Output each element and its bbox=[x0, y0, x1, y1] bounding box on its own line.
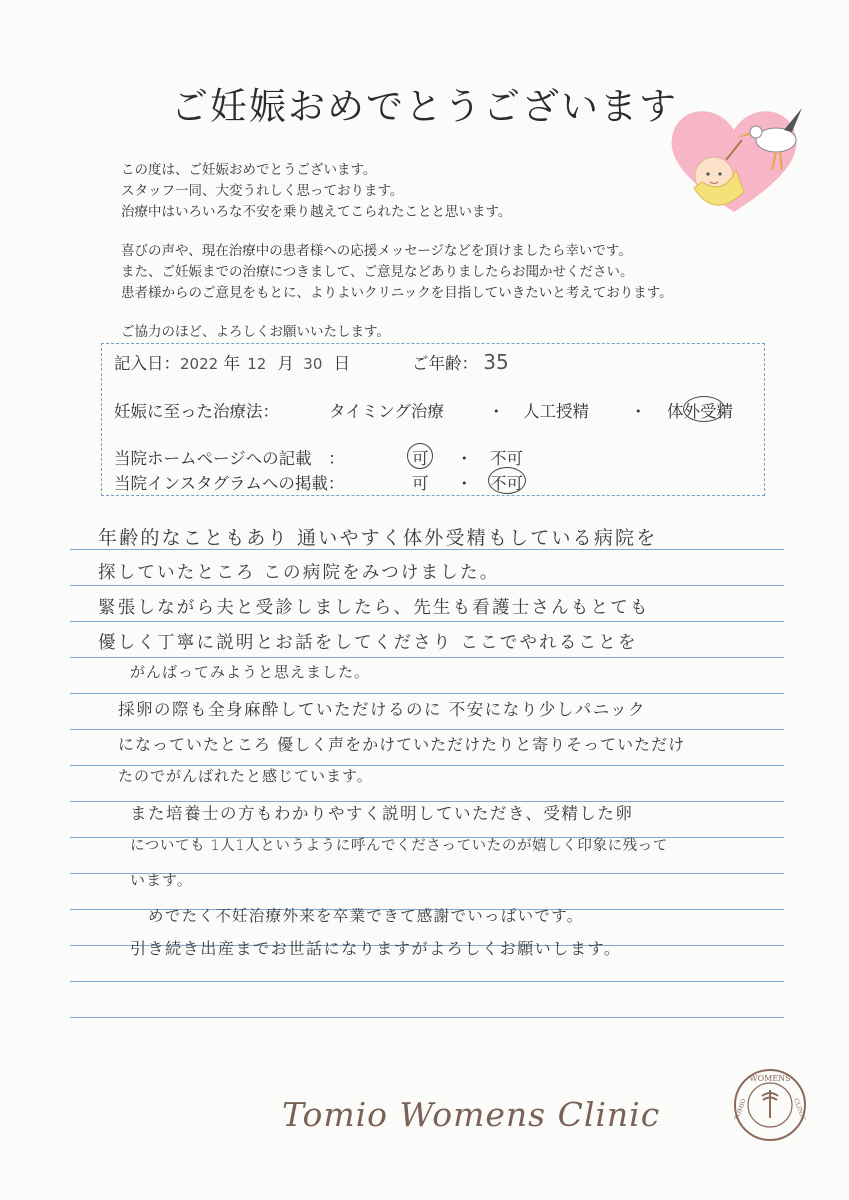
message-line: 緊張しながら夫と受診しましたら、先生も看護士さんもとても bbox=[98, 598, 650, 618]
message-line: 引き続き出産までお世話になりますがよろしくお願いします。 bbox=[130, 939, 622, 958]
ruled-line bbox=[70, 657, 784, 658]
message-line: 探していたところ この病院をみつけました。 bbox=[98, 563, 500, 583]
treatment-option-timing[interactable]: タイミング治療 bbox=[329, 402, 444, 421]
instagram-consent-label: 当院インスタグラムへの掲載： bbox=[114, 474, 345, 493]
message-line: 採卵の際も全身麻酔していただけるのに 不安になり少しパニック bbox=[118, 700, 647, 719]
treatment-option-iui[interactable]: 人工授精 bbox=[523, 402, 589, 421]
intro-line: 患者様からのご意見をもとに、よりよいクリニックを目指していきたいと考えております。 bbox=[121, 285, 673, 301]
separator: ・ bbox=[630, 402, 647, 421]
homepage-consent-label: 当院ホームページへの記載 ： bbox=[114, 449, 345, 468]
date-day-value[interactable]: 30 bbox=[303, 355, 323, 373]
day-unit: 日 bbox=[333, 354, 351, 373]
age-value[interactable]: 35 bbox=[483, 350, 509, 374]
intro-line: この度は、ご妊娠おめでとうございます。 bbox=[121, 162, 377, 178]
seal-text-left: TOMIO bbox=[733, 1097, 748, 1122]
date-label: 記入日： bbox=[114, 354, 180, 373]
seal-text-right: CLINIC bbox=[792, 1097, 807, 1122]
month-unit: 月 bbox=[277, 354, 295, 373]
message-line: がんばってみようと思えました。 bbox=[130, 663, 371, 681]
year-unit: 年 bbox=[223, 354, 240, 373]
treatment-option-ivf[interactable]: 体外受精 bbox=[667, 402, 733, 421]
message-line: についても 1人1人というように呼んでくださっていたのが嬉しく印象に残って bbox=[130, 838, 668, 854]
homepage-option-yes[interactable]: 可 bbox=[412, 449, 429, 468]
message-line: います。 bbox=[130, 871, 193, 889]
ruled-line bbox=[70, 621, 784, 622]
intro-line: 喜びの声や、現在治療中の患者様への応援メッセージなどを頂けましたら幸いです。 bbox=[121, 243, 632, 259]
message-line: 優しく丁寧に説明とお話をしてくださり ここでやれることを bbox=[98, 633, 638, 653]
clinic-seal-logo bbox=[733, 1068, 807, 1142]
intro-line: スタッフ一同、大変うれしく思っております。 bbox=[121, 183, 404, 199]
instagram-option-no[interactable]: 不可 bbox=[490, 474, 523, 493]
separator: ・ bbox=[456, 474, 473, 493]
separator: ・ bbox=[456, 449, 473, 468]
date-month-value[interactable]: 12 bbox=[247, 355, 267, 373]
ruled-line bbox=[70, 585, 784, 586]
intro-line: 治療中はいろいろな不安を乗り越えてこられたことと思います。 bbox=[121, 204, 512, 220]
intro-line: ご協力のほど、よろしくお願いいたします。 bbox=[121, 324, 390, 340]
message-line: めでたく不妊治療外来を卒業できて感謝でいっぱいです。 bbox=[148, 907, 584, 925]
message-line: になっていたところ 優しく声をかけていただけたりと寄りそっていただけ bbox=[118, 735, 686, 754]
seal-text-top: WOMENS bbox=[749, 1074, 791, 1083]
age-label: ご年齢： bbox=[412, 354, 478, 373]
ruled-line bbox=[70, 981, 784, 982]
clinic-name-logo: Tomio Womens Clinic bbox=[282, 1095, 661, 1134]
ruled-line bbox=[70, 1017, 784, 1018]
message-line: 年齢的なこともあり 通いやすく体外受精もしている病院を bbox=[98, 527, 658, 549]
treatment-label: 妊娠に至った治療法： bbox=[114, 402, 279, 421]
message-line: たのでがんばれたと感じています。 bbox=[118, 767, 373, 785]
homepage-option-no[interactable]: 不可 bbox=[490, 449, 523, 468]
intro-line: また、ご妊娠までの治療につきまして、ご意見などありましたらお聞かせください。 bbox=[121, 264, 634, 280]
ruled-line bbox=[70, 693, 784, 694]
message-line: また培養士の方もわかりやすく説明していただき、受精した卵 bbox=[130, 804, 634, 823]
instagram-option-yes[interactable]: 可 bbox=[412, 474, 429, 493]
page-title: ご妊娠おめでとうございます bbox=[171, 85, 678, 128]
ruled-line bbox=[70, 729, 784, 730]
separator: ・ bbox=[488, 402, 505, 421]
date-year-value[interactable]: 2022 bbox=[180, 355, 219, 373]
